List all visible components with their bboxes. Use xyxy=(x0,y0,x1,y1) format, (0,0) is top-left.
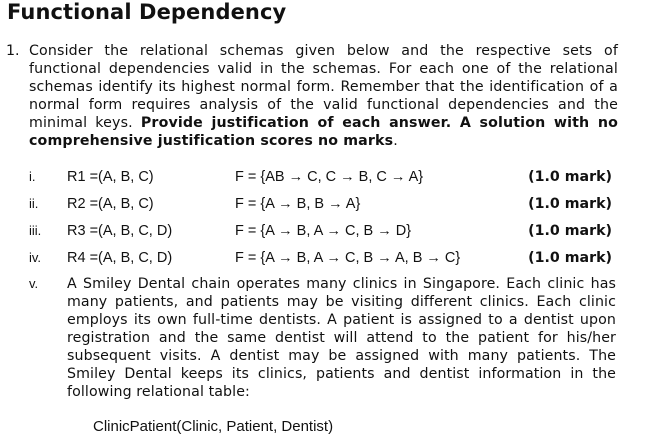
question-instructions xyxy=(29,42,618,150)
relation-schema: R3 =(A, B, C, D) xyxy=(67,223,173,239)
mark-allocation: (1.0 mark) xyxy=(528,196,612,212)
functional-dependencies: F = {A → B, B → A} xyxy=(235,196,361,212)
mark-allocation: (1.0 mark) xyxy=(528,250,612,266)
mark-allocation: (1.0 mark) xyxy=(528,169,612,185)
scenario-paragraph: A Smiley Dental chain operates many clinics in Singapore. Each clinic has many patients, and patients may be visiting different clinics. Each clinic employs its own full-time dentists. A patient is assigned to a dentist upon registration and the same dentist will attend to the patient for his/her subsequent visits. A dentist may be assigned with many patients. The Smiley Dental keeps its clinics, patients and dentist information in the following relational table: xyxy=(67,276,616,400)
relation-schema: R4 =(A, B, C, D) xyxy=(67,250,173,266)
functional-dependencies: F = {AB → C, C → B, C → A} xyxy=(235,169,424,185)
item-numeral: v. xyxy=(29,276,39,291)
question-1 xyxy=(6,42,618,150)
relation-schema: R2 =(A, B, C) xyxy=(67,196,154,212)
mark-allocation: (1.0 mark) xyxy=(528,223,612,239)
question-emphasis-end: . xyxy=(393,133,398,149)
question-emphasis: Provide justification of each answer. A solution with no comprehensive justification scores no marks xyxy=(29,115,618,149)
item-numeral: iii. xyxy=(29,223,42,238)
item-numeral: iv. xyxy=(29,250,42,265)
relation-schema: R1 =(A, B, C) xyxy=(67,169,154,185)
functional-dependencies: F = {A → B, A → C, B → D} xyxy=(235,223,412,239)
item-numeral: ii. xyxy=(29,196,39,211)
question-number: 1. xyxy=(6,43,20,59)
item-numeral: i. xyxy=(29,169,36,184)
relational-table: ClinicPatient(Clinic, Patient, Dentist) xyxy=(93,418,334,435)
document-title: Functional Dependency xyxy=(7,0,287,24)
functional-dependencies: F = {A → B, A → C, B → A, B → C} xyxy=(235,250,461,266)
question-intro: Consider the relational schemas given below and the respective sets of functional dependencies valid in the schemas. For each one of the relational schemas identify its highest normal form. Remember that the identification of a normal form requires analysis of the valid functional dependencies and the minimal keys. xyxy=(29,43,618,131)
